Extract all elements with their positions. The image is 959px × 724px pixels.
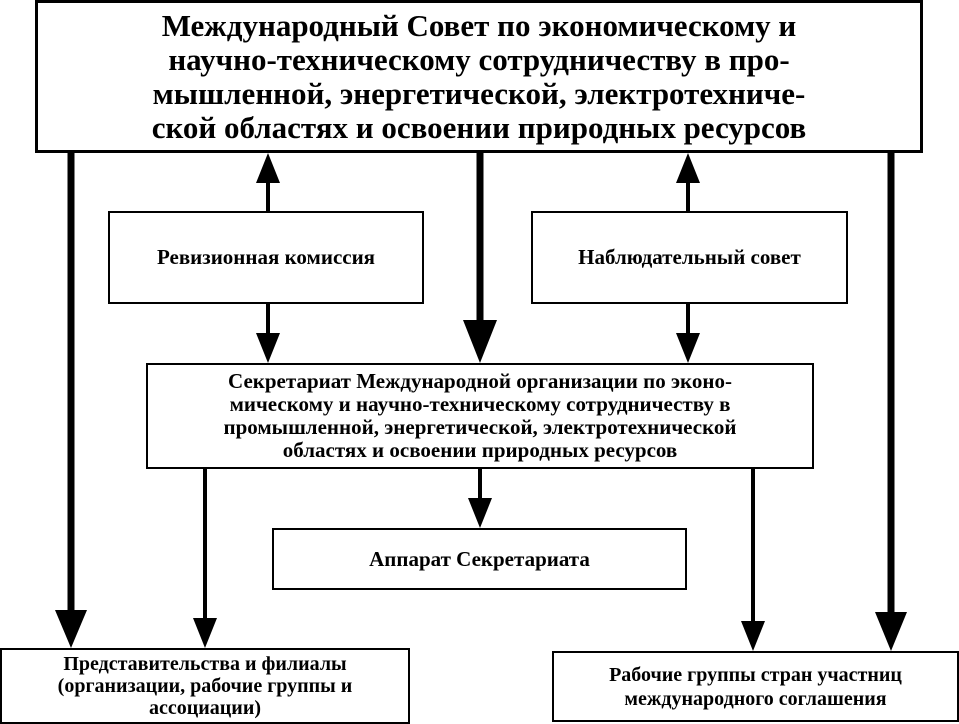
working-groups-text (609, 663, 902, 711)
branches-line-3: ассоциации) (148, 697, 261, 719)
supervisory-board-box (531, 211, 848, 304)
working-groups-box (552, 651, 959, 722)
branches-line-1: Представительства и филиалы (63, 653, 347, 675)
arrowhead-council-to-working-groups (875, 612, 907, 651)
working-groups-line-2: международного соглашения (624, 687, 887, 710)
secretariat-line-3: промышленной, энергетической, электротехнической (223, 415, 737, 439)
international-council-line-2: научно-техническому сотрудничеству в про- (168, 41, 790, 77)
branches-line-2: (организации, рабочие группы и (57, 675, 353, 697)
arrowhead-secretariat-to-branches (193, 618, 217, 648)
arrowhead-council-to-branches (55, 610, 87, 648)
arrowhead-supervisory-to-secretariat (676, 333, 700, 363)
arrowhead-revision-to-council (256, 153, 280, 183)
working-groups-line-1: Рабочие группы стран участниц (609, 663, 902, 686)
supervisory-board-label: Наблюдательный совет (578, 245, 801, 269)
international-council-box (35, 0, 923, 153)
arrowhead-secretariat-to-working-groups (741, 621, 765, 651)
arrowhead-council-to-secretariat (463, 320, 497, 363)
secretariat-text (224, 370, 737, 462)
secretariat-box (146, 363, 814, 469)
international-council-text (152, 9, 807, 145)
secretariat-line-1: Секретариат Международной организации по эконо- (228, 369, 732, 393)
arrowhead-supervisory-to-council (676, 153, 700, 183)
secretariat-apparatus-label: Аппарат Секретариата (369, 546, 590, 571)
branches-text (58, 653, 353, 719)
international-council-line-4: ской областях и освоении природных ресурсов (151, 109, 807, 145)
arrowhead-revision-to-secretariat (256, 333, 280, 363)
revision-commission-label: Ревизионная комиссия (156, 245, 376, 269)
international-council-line-1: Международный Совет по экономическому и (161, 7, 797, 43)
branches-box (0, 648, 410, 724)
secretariat-line-2: мическому и научно-техническому сотрудничеству в (229, 392, 731, 416)
secretariat-line-4: областях и освоении природных ресурсов (282, 438, 678, 462)
revision-commission-box (108, 211, 424, 304)
secretariat-apparatus-box (272, 528, 687, 590)
arrowhead-secretariat-to-apparatus (468, 498, 492, 528)
international-council-line-3: мышленной, энергетической, электротехниче- (152, 75, 806, 111)
